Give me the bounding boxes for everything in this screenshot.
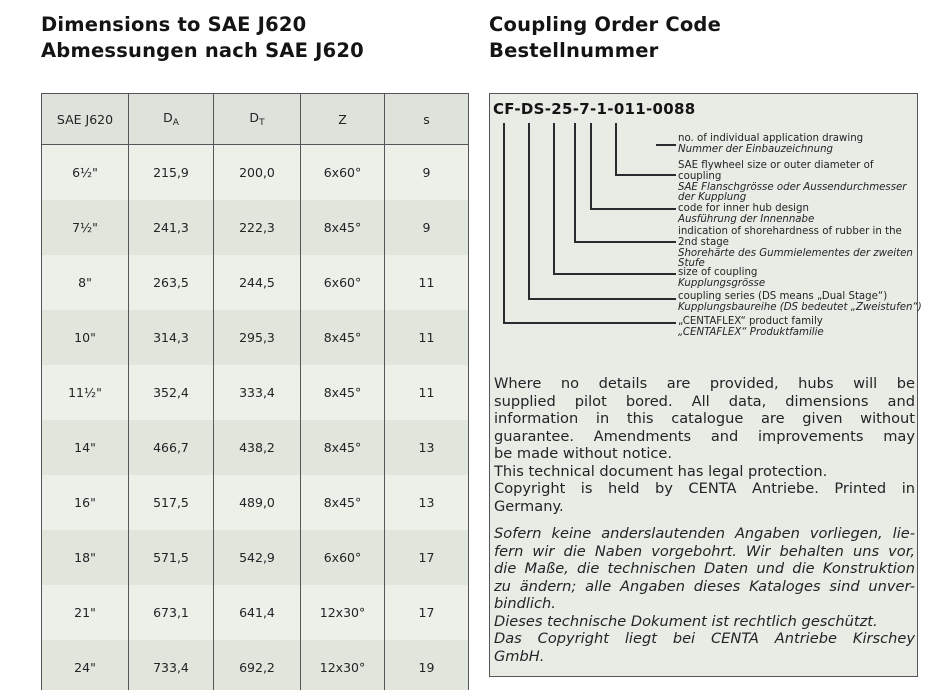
left-section-title	[41, 12, 364, 64]
table-cell: 6x60°	[301, 145, 385, 201]
text-line: Das Copyright liegt bei CENTA Antriebe Kirschey	[494, 630, 915, 647]
table-cell: 8x45°	[301, 365, 385, 420]
right-section-title	[489, 12, 721, 64]
legend-en-line: coupling series (DS means „Dual Stage“)	[678, 291, 888, 302]
table-cell: 19	[385, 640, 469, 690]
legend-de-line: SAE Flanschgrösse oder Aussendurchmesser	[678, 181, 907, 193]
column-header: Z	[301, 94, 385, 145]
connector-line	[590, 123, 592, 208]
table-row	[42, 365, 469, 420]
table-cell: 8"	[42, 255, 129, 310]
right-title-de: Bestellnummer	[489, 39, 659, 62]
disclaimer-english	[494, 375, 915, 515]
table-row	[42, 145, 469, 201]
connector-line	[574, 241, 676, 243]
table-cell: 489,0	[214, 475, 301, 530]
connector-line	[553, 123, 555, 273]
table-cell: 571,5	[129, 530, 214, 585]
legend-de-line: der Kupplung	[678, 192, 747, 204]
column-header: s	[385, 94, 469, 145]
legend-en-line: SAE flywheel size or outer diameter of	[678, 160, 874, 171]
table-cell: 7½"	[42, 200, 129, 255]
connector-line	[656, 144, 676, 146]
text-line: Sofern keine anderslautenden Angaben vorliegen, lie-	[494, 525, 915, 542]
text-line: Germany.	[494, 497, 564, 515]
connector-line	[615, 123, 617, 174]
legend-de-line: Stufe	[678, 258, 705, 270]
legend-en-line: no. of individual application drawing	[678, 133, 864, 144]
table-cell: 12x30°	[301, 585, 385, 640]
legend-en-line: „CENTAFLEX“ product family	[678, 316, 823, 327]
table-cell: 13	[385, 475, 469, 530]
legend-item	[678, 292, 923, 314]
legend-de-line: Shorehärte des Gummielementes der zweiten	[678, 247, 913, 259]
column-header: $D_A$	[129, 94, 214, 145]
disclaimer-german	[494, 525, 915, 665]
table-cell: 6x60°	[301, 530, 385, 585]
table-cell: 12x30°	[301, 640, 385, 690]
table-cell: 542,9	[214, 530, 301, 585]
connector-line	[528, 123, 530, 298]
connector-line	[528, 298, 676, 300]
text-line: guarantee. Amendments and improvements may	[494, 427, 915, 445]
table-cell: 10"	[42, 310, 129, 365]
table-cell: 200,0	[214, 145, 301, 201]
left-title-de: Abmessungen nach SAE J620	[41, 39, 364, 62]
legend-de-line: Nummer der Einbauzeichnung	[678, 143, 834, 155]
legend-en-line: indication of shorehardness of rubber in the	[678, 226, 902, 237]
right-title-en: Coupling Order Code	[489, 13, 722, 36]
legend-item	[678, 161, 923, 204]
text-line: Dieses technische Dokument ist rechtlich geschützt.	[494, 612, 878, 630]
table-row	[42, 530, 469, 585]
table-cell: 13	[385, 420, 469, 475]
text-line: supplied pilot bored. All data, dimensions and	[494, 392, 915, 410]
table-cell: 692,2	[214, 640, 301, 690]
table-cell: 333,4	[214, 365, 301, 420]
table-header-row	[42, 94, 469, 145]
table-cell: 8x45°	[301, 475, 385, 530]
text-line: Copyright is held by CENTA Antriebe. Printed in	[494, 480, 915, 497]
table-cell: 8x45°	[301, 420, 385, 475]
table-cell: 6x60°	[301, 255, 385, 310]
table-cell: 24"	[42, 640, 129, 690]
legend-de-line: Kupplungsgrösse	[678, 277, 766, 289]
connector-line	[553, 273, 676, 275]
table-cell: 8x45°	[301, 200, 385, 255]
connector-line	[615, 174, 676, 176]
column-header: SAE J620	[42, 94, 129, 145]
legend-item	[678, 227, 923, 270]
table-cell: 222,3	[214, 200, 301, 255]
table-cell: 11	[385, 255, 469, 310]
text-line: information in this catalogue are given without	[494, 410, 915, 427]
table-cell: 733,4	[129, 640, 214, 690]
table-row	[42, 640, 469, 690]
table-cell: 21"	[42, 585, 129, 640]
legend-item	[678, 317, 923, 339]
table-cell: 17	[385, 585, 469, 640]
legend-de-line: „CENTAFLEX“ Produktfamilie	[678, 326, 824, 338]
table-cell: 517,5	[129, 475, 214, 530]
text-line: GmbH.	[494, 647, 545, 665]
legend-item	[678, 204, 923, 226]
connector-line	[503, 322, 676, 324]
connector-line	[590, 208, 676, 210]
table-cell: 314,3	[129, 310, 214, 365]
table-row	[42, 200, 469, 255]
table-cell: 352,4	[129, 365, 214, 420]
connector-line	[503, 123, 505, 322]
legend-en-line: size of coupling	[678, 267, 758, 278]
table-cell: 16"	[42, 475, 129, 530]
table-cell: 215,9	[129, 145, 214, 201]
table-cell: 9	[385, 145, 469, 201]
table-cell: 8x45°	[301, 310, 385, 365]
left-title-en: Dimensions to SAE J620	[41, 13, 307, 36]
legend-en-line: coupling	[678, 170, 722, 182]
table-cell: 11	[385, 365, 469, 420]
text-line: Where no details are provided, hubs will be	[494, 375, 915, 392]
table-cell: 17	[385, 530, 469, 585]
text-line: be made without notice.	[494, 445, 673, 462]
legend-item	[678, 134, 923, 156]
table-row	[42, 475, 469, 530]
table-cell: 244,5	[214, 255, 301, 310]
table-cell: 14"	[42, 420, 129, 475]
table-cell: 673,1	[129, 585, 214, 640]
legend-de-line: Kupplungsbaureihe (DS bedeutet „Zweistufen“)	[678, 301, 922, 313]
table-cell: 9	[385, 200, 469, 255]
text-line: bindlich.	[494, 595, 556, 612]
table-row	[42, 310, 469, 365]
legend-en-line: code for inner hub design	[678, 203, 809, 214]
table-cell: 295,3	[214, 310, 301, 365]
table-row	[42, 255, 469, 310]
table-cell: 438,2	[214, 420, 301, 475]
legend-item	[678, 268, 923, 290]
legend-de-line: Ausführung der Innennabe	[678, 213, 815, 225]
connector-line	[574, 123, 576, 241]
table-cell: 641,4	[214, 585, 301, 640]
table-cell: 18"	[42, 530, 129, 585]
text-line: die Maße, die technischen Daten und die Konstruktion	[494, 560, 915, 577]
dimensions-table	[41, 93, 469, 690]
text-line: fern wir die Naben vorgebohrt. Wir behalten uns vor,	[494, 542, 915, 560]
table-cell: 6½"	[42, 145, 129, 201]
order-code: CF-DS-25-7-1-011-0088	[493, 100, 696, 118]
table-cell: 263,5	[129, 255, 214, 310]
table-cell: 466,7	[129, 420, 214, 475]
table-cell: 11	[385, 310, 469, 365]
column-header: $D_T$	[214, 94, 301, 145]
text-line: This technical document has legal protection.	[494, 462, 828, 480]
table-row	[42, 420, 469, 475]
table-row	[42, 585, 469, 640]
legend-en-line: 2nd stage	[678, 236, 729, 248]
order-code-panel	[489, 93, 922, 677]
text-line: zu ändern; alle Angaben dieses Kataloges sind unver-	[494, 577, 915, 595]
table-cell: 241,3	[129, 200, 214, 255]
table-cell: 11½"	[42, 365, 129, 420]
